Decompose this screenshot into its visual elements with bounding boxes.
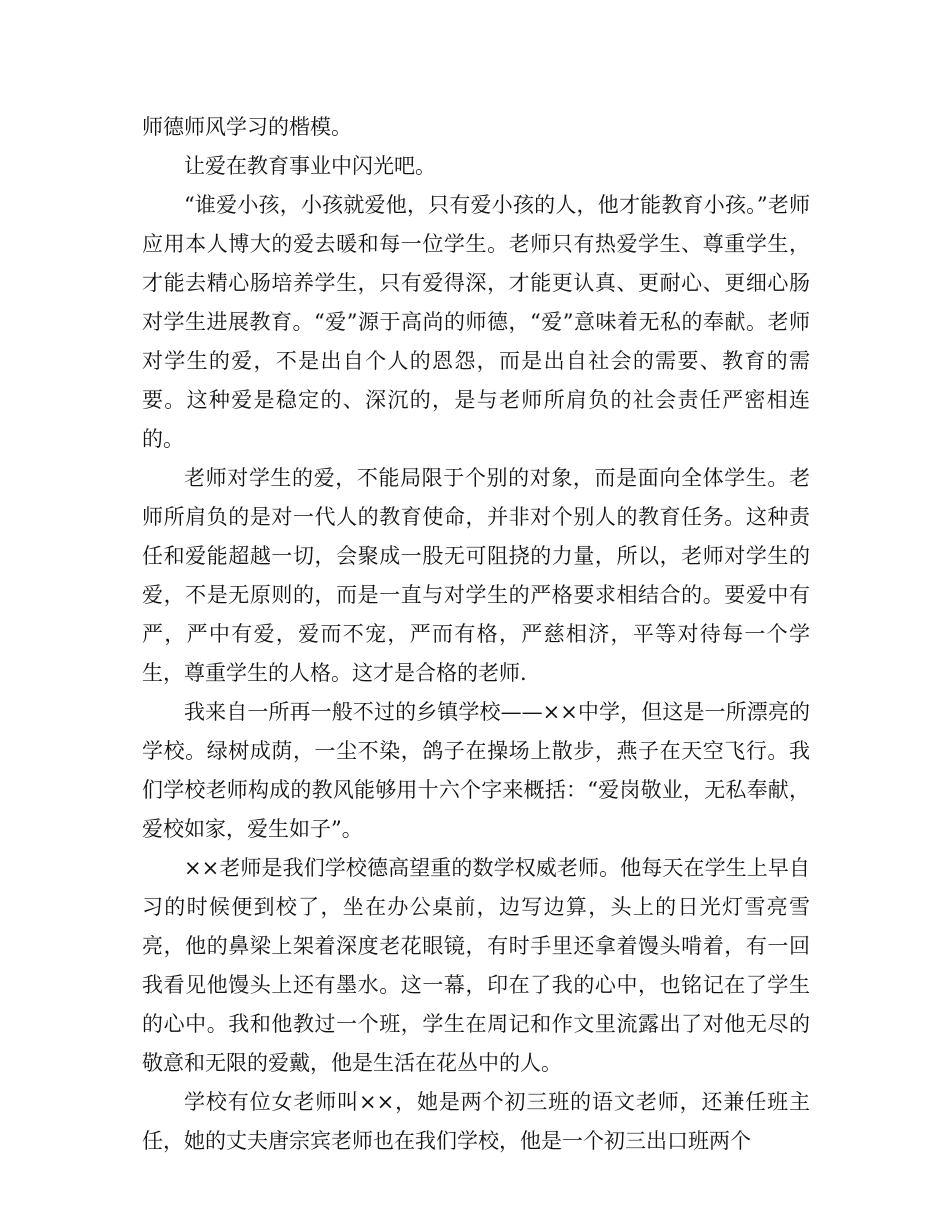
paragraph-heading-line: 让爱在教育事业中闪光吧。	[184, 154, 436, 178]
paragraph-love-children: “谁爱小孩，小孩就爱他，只有爱小孩的人，他才能教育小孩。”老师应用本人博大的爱去暖和每一位学生。老师只有热爱学生、尊重学生，才能去精心肠培养学生，只有爱得深，才能更认真、更耐心、更细心肠对学生进展教育。“爱”源于高尚的师德，“爱”意味着无私的奉献。老师对学生的爱，不是出自个人的恩怨，而是出自社会的需要、教育的需要。这种爱是稳定的、深沉的，是与老师所肩负的社会责任严密相连的。	[142, 193, 810, 451]
document-body	[142, 108, 810, 1161]
paragraph-continuation: 师德师风学习的楷模。	[142, 115, 352, 139]
paragraph-math-teacher: ××老师是我们学校德高望重的数学权威老师。他每天在学生上早自习的时候便到校了，坐在办公桌前，边写边算，头上的日光灯雪亮雪亮，他的鼻梁上架着深度老花眼镜，有时手里还拿着馒头啃着，有一回我看见他馒头上还有墨水。这一幕，印在了我的心中，也铭记在了学生的心中。我和他教过一个班，学生在周记和作文里流露出了对他无尽的敬意和无限的爱戴，他是生活在花丛中的人。	[142, 856, 810, 1075]
paragraph-female-teacher: 学校有位女老师叫××，她是两个初三班的语文老师，还兼任班主任，她的丈夫唐宗宾老师也在我们学校，他是一个初三出口班两个	[142, 1090, 810, 1153]
paragraph-all-students: 老师对学生的爱，不能局限于个别的对象，而是面向全体学生。老师所肩负的是对一代人的教育使命，并非对个别人的教育任务。这种责任和爱能超越一切，会聚成一股无可阻挠的力量，所以，老师对学生的爱，不是无原则的，而是一直与对学生的严格要求相结合的。要爱中有严，严中有爱，爱而不宠，严而有格，严慈相济，平等对待每一个学生，尊重学生的人格。这才是合格的老师.	[142, 466, 810, 685]
paragraph-school-intro: 我来自一所再一般不过的乡镇学校——××中学，但这是一所漂亮的学校。绿树成荫，一尘不染，鸽子在操场上散步，燕子在天空飞行。我们学校老师构成的教风能够用十六个字来概括：“爱岗敬业，无私奉献，爱校如家，爱生如子”。	[142, 700, 810, 841]
